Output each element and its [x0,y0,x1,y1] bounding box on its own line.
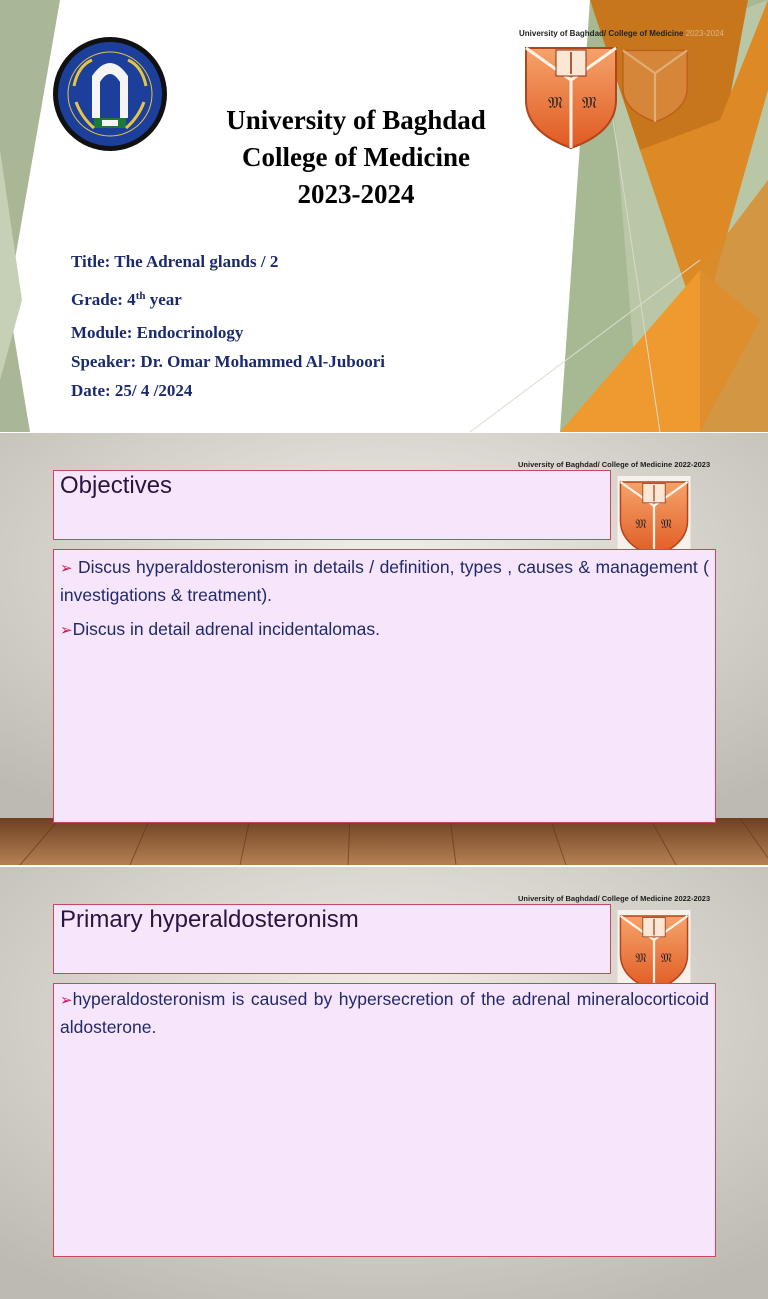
slide-heading: Primary hyperaldosteronism [60,906,359,933]
svg-text:𝔐: 𝔐 [582,93,597,112]
college-name: College of Medicine [242,142,470,172]
university-of-baghdad-logo [52,36,168,152]
lecture-title: Title: The Adrenal glands / 2 [71,252,279,271]
grade-line: Grade: 4th year [71,290,182,309]
university-name: University of Baghdad [226,105,486,135]
arrow-bullet-icon: ➢ [60,560,73,577]
primary-hyperaldosteronism-slide [0,867,768,1037]
module-line: Module: Endocrinology [71,323,244,342]
content-box [53,983,716,1257]
svg-text:𝔐: 𝔐 [660,951,672,966]
heading-box [53,904,611,974]
svg-text:𝔐: 𝔐 [660,517,672,532]
arrow-bullet-icon: ➢ [60,622,73,639]
college-of-medicine-crest-faded [620,44,690,124]
bullet-item: ➢hyperaldosteronism is caused by hypersecretion of the adrenal mineralocorticoid aldosterone. [60,989,709,1037]
svg-text:𝔐: 𝔐 [635,517,647,532]
college-caption: University of Baghdad/ College of Medicine 2022-2023 [518,894,711,903]
date-line: Date: 25/ 4 /2024 [71,381,193,400]
content-box [53,549,716,823]
arrow-bullet-icon: ➢ [60,992,73,1009]
speaker-line: Speaker: Dr. Omar Mohammed Al-Juboori [71,352,386,371]
college-of-medicine-crest [617,476,691,558]
slide-title-block [196,102,516,213]
svg-text:𝔐: 𝔐 [635,951,647,966]
bullet-item: ➢ Discus hyperaldosteronism in details / definition, types , causes & management ( investigations & treatment). [60,557,709,605]
slide-heading: Objectives [60,472,173,499]
heading-box [53,470,611,540]
svg-text:𝔐: 𝔐 [548,93,563,112]
college-caption: University of Baghdad/ College of Medicine 2022-2023 [518,460,711,469]
college-of-medicine-crest [617,910,691,992]
objectives-slide [0,433,768,865]
bullet-item: ➢Discus in detail adrenal incidentalomas. [60,619,380,639]
title-slide [0,0,768,432]
college-caption: University of Baghdad/ College of Medicine 2023-2024 [519,29,724,38]
college-of-medicine-crest [522,40,620,150]
academic-year: 2023-2024 [297,179,415,209]
